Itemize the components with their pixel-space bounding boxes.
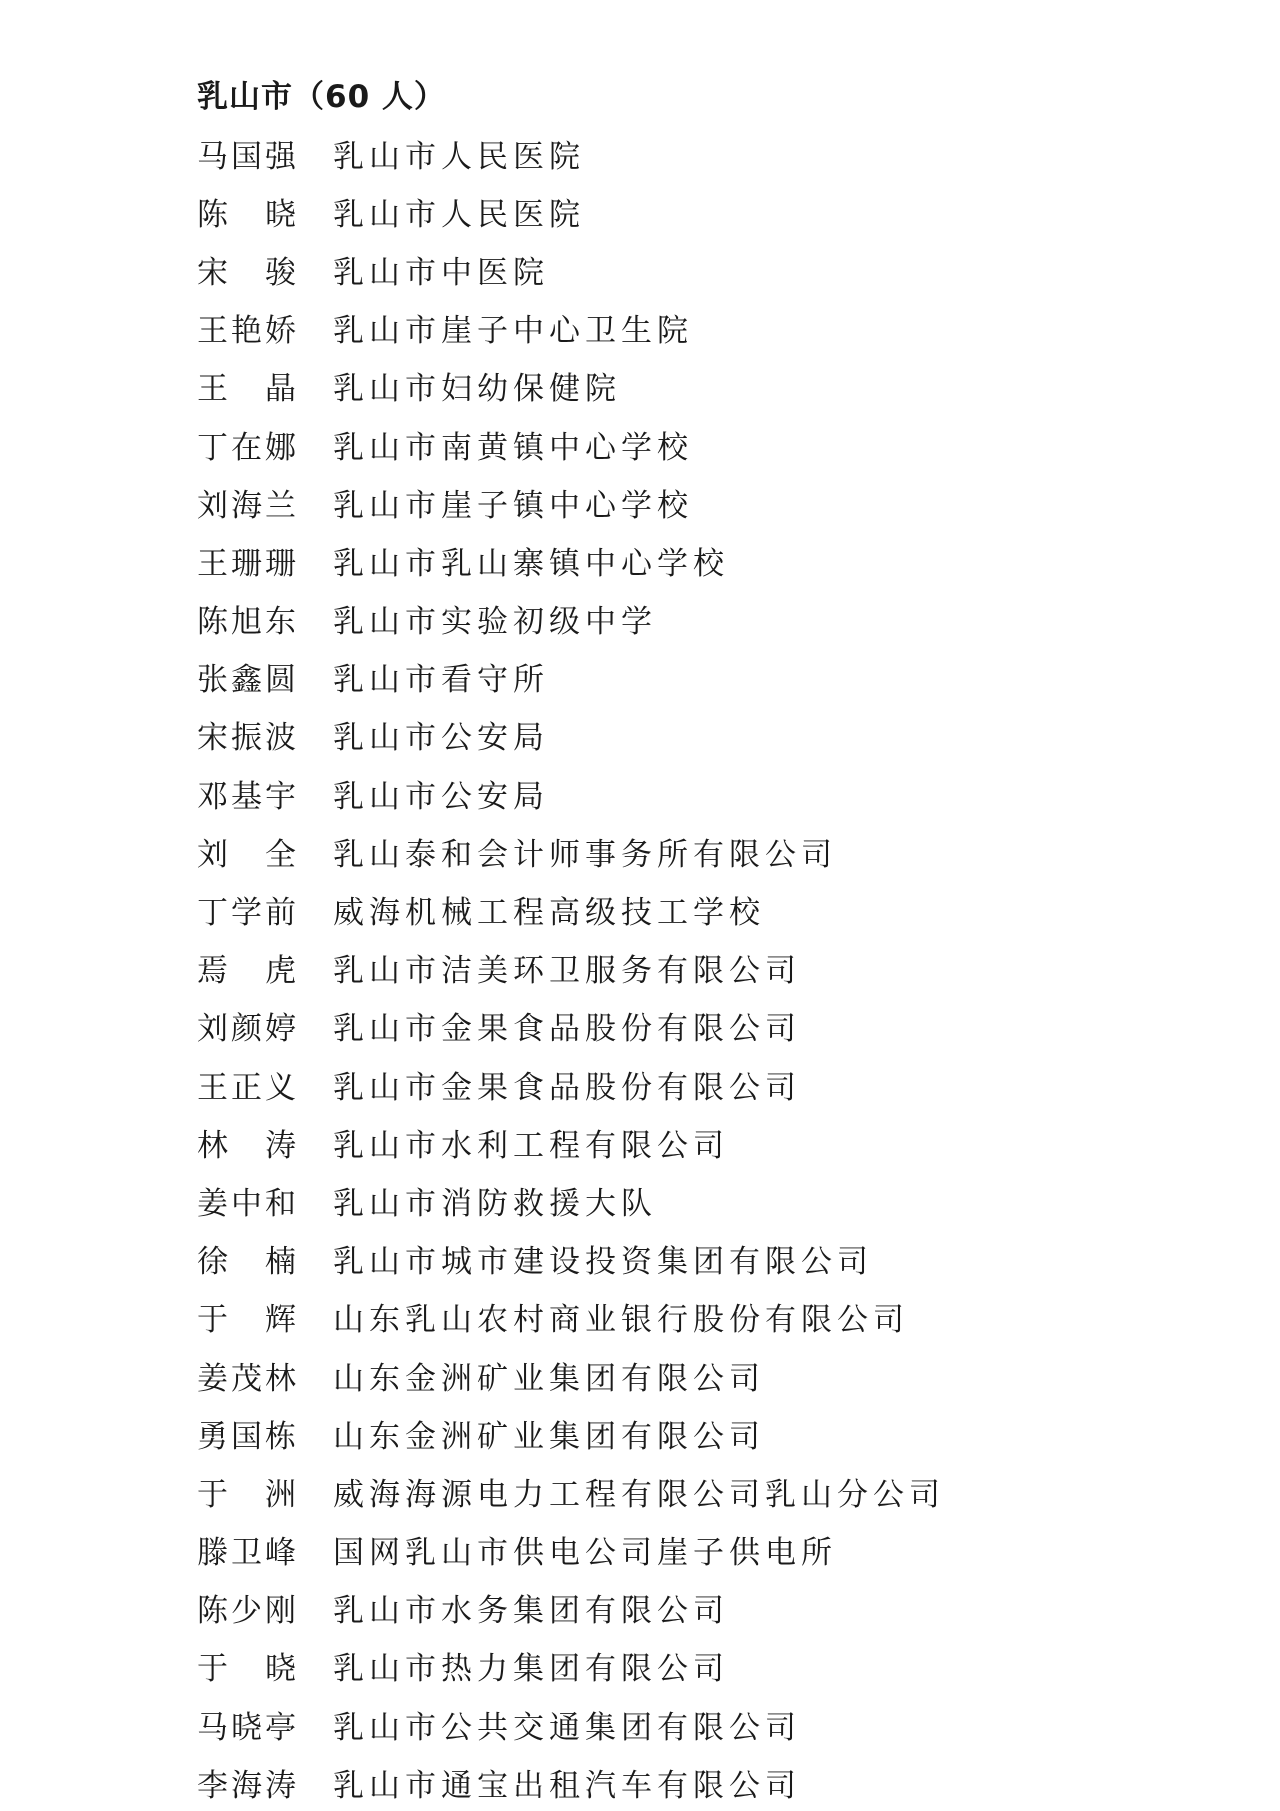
organization: 乳山市公安局 [333,720,549,757]
list-item [197,531,1197,589]
list-item [197,1637,1197,1695]
organization: 乳山市人民医院 [333,196,585,233]
list-item [197,415,1197,473]
list-item [197,1753,1197,1811]
organization: 国网乳山市供电公司崖子供电所 [333,1535,837,1572]
list-item [197,822,1197,880]
organization: 乳山泰和会计师事务所有限公司 [333,836,837,873]
person-name: 刘 全 [197,836,296,873]
organization: 乳山市实验初级中学 [333,604,657,641]
person-name: 徐 楠 [197,1244,296,1281]
person-name: 马 国 强 [197,138,296,175]
organization: 乳山市中医院 [333,254,549,291]
list-item [197,1055,1197,1113]
person-name: 陈 晓 [197,196,296,233]
organization: 乳山市乳山寨镇中心学校 [333,545,729,582]
person-name: 林 涛 [197,1127,296,1164]
organization: 威海海源电力工程有限公司乳山分公司 [333,1476,945,1513]
person-name: 刘 颜 婷 [197,1011,296,1048]
organization: 乳山市水利工程有限公司 [333,1127,729,1164]
list-item [197,1462,1197,1520]
list-item [197,124,1197,182]
honoree-list [197,124,1197,1811]
section-heading: 乳山市（60 人） [197,79,446,115]
person-name: 陈 旭 东 [197,604,296,641]
person-name: 于 洲 [197,1476,296,1513]
list-item [197,590,1197,648]
organization: 乳山市热力集团有限公司 [333,1651,729,1688]
organization: 乳山市消防救援大队 [333,1185,657,1222]
organization: 山东金洲矿业集团有限公司 [333,1418,765,1455]
organization: 山东乳山农村商业银行股份有限公司 [333,1302,909,1339]
organization: 乳山市金果食品股份有限公司 [333,1011,801,1048]
list-item [197,706,1197,764]
organization: 乳山市崖子镇中心学校 [333,487,693,524]
organization: 乳山市金果食品股份有限公司 [333,1069,801,1106]
person-name: 宋 振 波 [197,720,296,757]
person-name: 姜 中 和 [197,1185,296,1222]
organization: 乳山市公安局 [333,778,549,815]
organization: 乳山市崖子中心卫生院 [333,313,693,350]
organization: 山东金洲矿业集团有限公司 [333,1360,765,1397]
organization: 乳山市水务集团有限公司 [333,1593,729,1630]
organization: 乳山市妇幼保健院 [333,371,621,408]
list-item [197,1404,1197,1462]
organization: 乳山市洁美环卫服务有限公司 [333,953,801,990]
organization: 乳山市南黄镇中心学校 [333,429,693,466]
list-item [197,997,1197,1055]
organization: 乳山市公共交通集团有限公司 [333,1709,801,1746]
person-name: 焉 虎 [197,953,296,990]
person-name: 张 鑫 圆 [197,662,296,699]
person-name: 于 晓 [197,1651,296,1688]
list-item [197,1521,1197,1579]
person-name: 陈 少 刚 [197,1593,296,1630]
organization: 乳山市城市建设投资集团有限公司 [333,1244,873,1281]
list-item [197,1113,1197,1171]
list-item [197,1288,1197,1346]
list-item [197,880,1197,938]
organization: 威海机械工程高级技工学校 [333,895,765,932]
person-name: 勇 国 栋 [197,1418,296,1455]
list-item [197,473,1197,531]
organization: 乳山市人民医院 [333,138,585,175]
person-name: 王 珊 珊 [197,545,296,582]
list-item [197,1230,1197,1288]
person-name: 于 辉 [197,1302,296,1339]
organization: 乳山市通宝出租汽车有限公司 [333,1767,801,1804]
person-name: 马 晓 亭 [197,1709,296,1746]
list-item [197,182,1197,240]
list-item [197,1695,1197,1753]
person-name: 王 正 义 [197,1069,296,1106]
person-name: 李 海 涛 [197,1767,296,1804]
list-item [197,1171,1197,1229]
person-name: 刘 海 兰 [197,487,296,524]
person-name: 王 晶 [197,371,296,408]
person-name: 王 艳 娇 [197,313,296,350]
list-item [197,1346,1197,1404]
person-name: 宋 骏 [197,254,296,291]
list-item [197,357,1197,415]
person-name: 邓 基 宇 [197,778,296,815]
person-name: 丁 学 前 [197,895,296,932]
list-item [197,240,1197,298]
list-item [197,648,1197,706]
list-item [197,939,1197,997]
list-item [197,764,1197,822]
organization: 乳山市看守所 [333,662,549,699]
list-item [197,299,1197,357]
list-item [197,1579,1197,1637]
person-name: 滕 卫 峰 [197,1535,296,1572]
person-name: 姜 茂 林 [197,1360,296,1397]
person-name: 丁 在 娜 [197,429,296,466]
